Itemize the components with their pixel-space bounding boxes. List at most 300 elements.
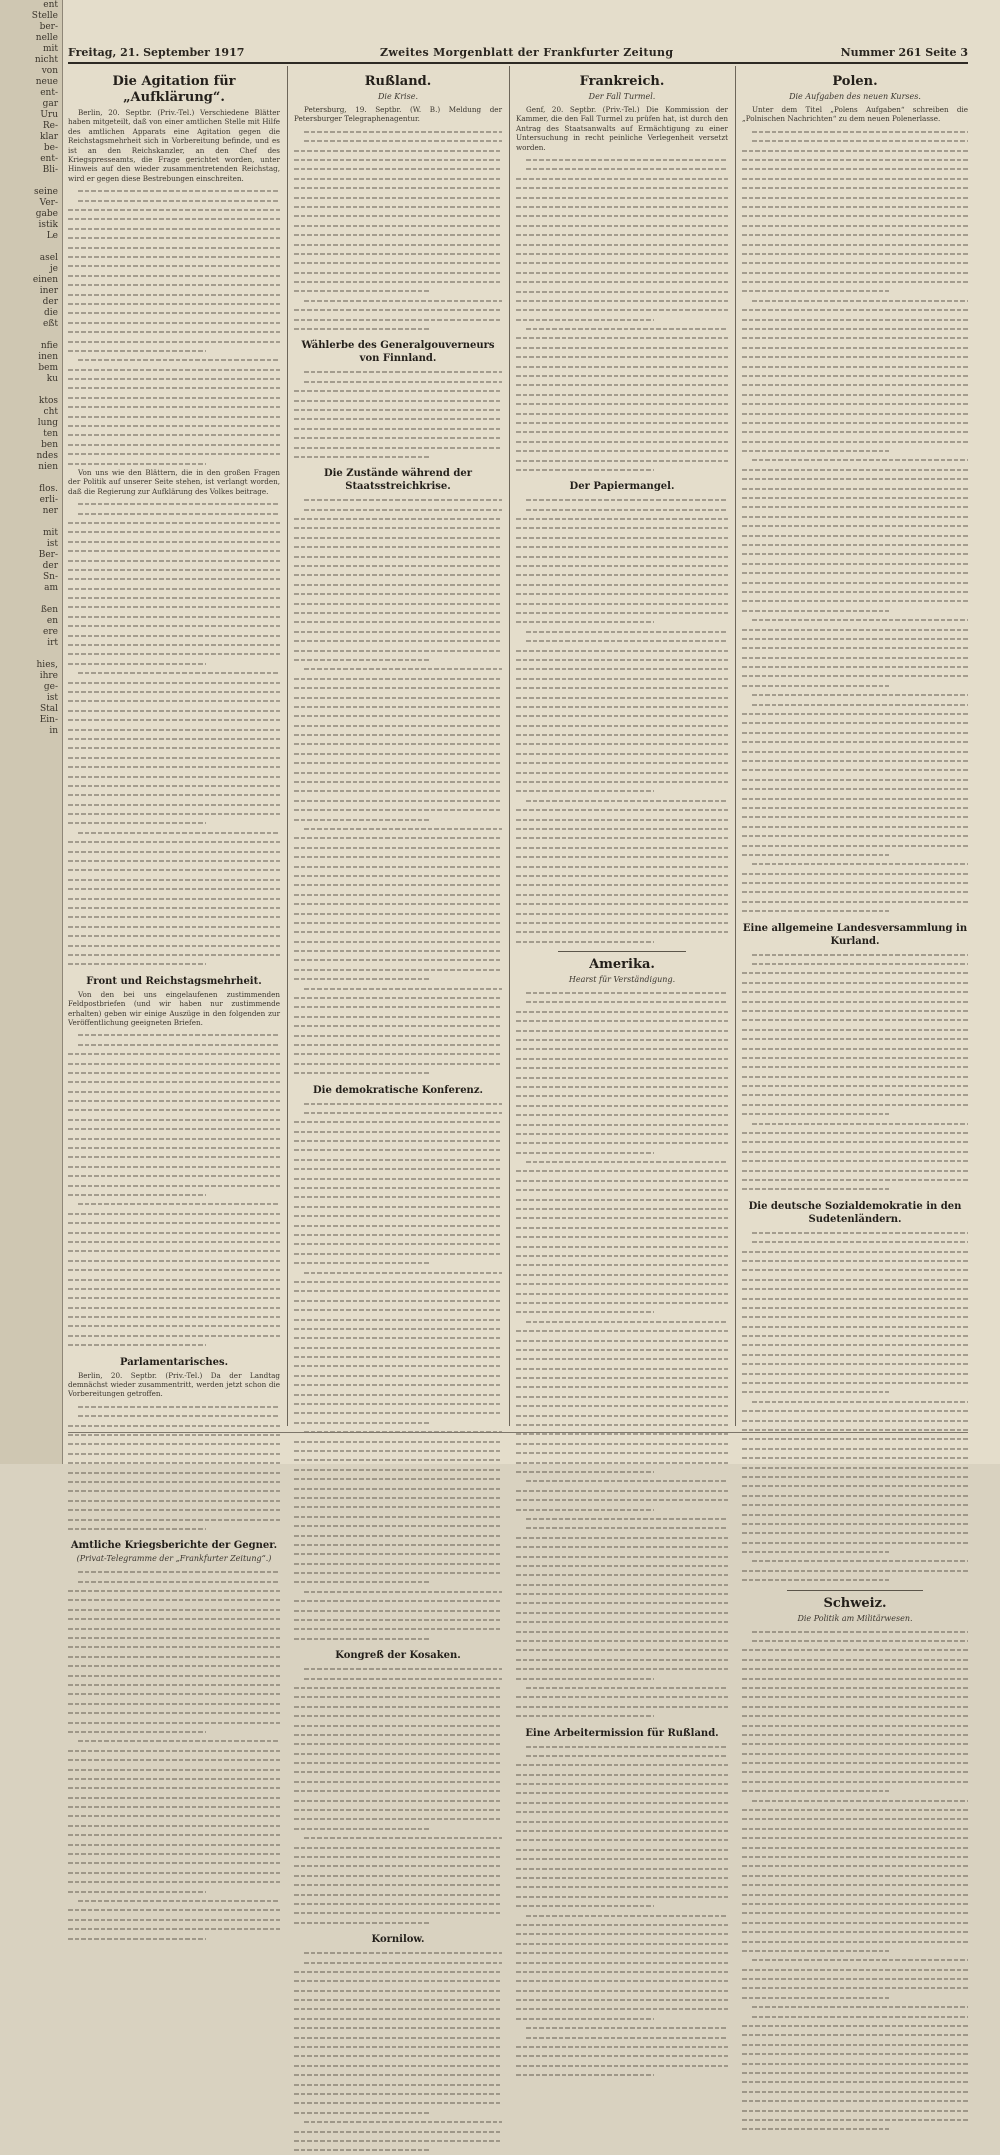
- text-line: [294, 890, 502, 899]
- text-line: [294, 1721, 502, 1730]
- text-line: [742, 136, 968, 145]
- illegible-text-block: [742, 690, 968, 915]
- text-line: [294, 1286, 502, 1295]
- text-line: [742, 549, 968, 558]
- bottom-rule: [68, 1432, 968, 1433]
- text-line: [294, 1249, 502, 1258]
- text-line: [294, 1333, 502, 1342]
- text-line: [294, 843, 502, 852]
- text-line: [742, 1128, 968, 1137]
- text-line: [742, 653, 968, 662]
- text-line: [516, 824, 728, 833]
- illegible-text-block: [294, 1948, 502, 2155]
- spine-fragment: gabe: [35, 209, 58, 219]
- spine-fragment: Stelle: [31, 11, 58, 21]
- text-line: [742, 1303, 968, 1312]
- text-line: [516, 296, 728, 305]
- text-line: [742, 2087, 968, 2096]
- text-line: [294, 523, 502, 532]
- spine-fragment: hies,: [36, 660, 58, 670]
- text-line: [294, 1021, 502, 1030]
- text-line: [742, 1730, 968, 1739]
- text-line: [68, 1736, 280, 1745]
- text-line: [516, 1429, 728, 1438]
- text-line: [68, 894, 280, 903]
- text-line: [516, 183, 728, 192]
- text-line: [294, 164, 502, 173]
- column-3: [516, 70, 728, 1739]
- text-line: [742, 803, 968, 812]
- text-line: [68, 1171, 280, 1180]
- text-line: [68, 1755, 280, 1764]
- text-line: [742, 728, 968, 737]
- text-line: [742, 859, 968, 868]
- text-line: [294, 1730, 502, 1739]
- text-line: [516, 871, 728, 880]
- text-line: [68, 1049, 280, 1058]
- text-line: [294, 396, 502, 405]
- text-line: [68, 959, 280, 968]
- text-line: [516, 505, 728, 514]
- column-divider: [287, 66, 288, 1426]
- text-line: [68, 1783, 280, 1792]
- text-line: [742, 756, 968, 765]
- text-line: [294, 1465, 502, 1474]
- text-line: [516, 1035, 728, 1044]
- illegible-text-block: [294, 1664, 502, 1927]
- text-line: [516, 1645, 728, 1654]
- text-line: [516, 399, 728, 408]
- text-line: [294, 702, 502, 711]
- text-line: [516, 1533, 728, 1542]
- text-line: [68, 518, 280, 527]
- spine-fragment: ben: [41, 440, 58, 450]
- text-line: [742, 2040, 968, 2049]
- text-line: [516, 324, 728, 333]
- text-line: [516, 815, 728, 824]
- text-line: [742, 1481, 968, 1490]
- text-line: [68, 1708, 280, 1717]
- spine-fragment: ihre: [39, 671, 58, 681]
- text-line: [68, 1577, 280, 1586]
- text-line: [742, 831, 968, 840]
- text-line: [742, 531, 968, 540]
- text-line: [68, 1421, 280, 1430]
- text-line: [742, 1711, 968, 1720]
- text-line: [742, 333, 968, 342]
- text-line: [294, 1767, 502, 1776]
- text-line: [68, 537, 280, 546]
- text-line: [516, 1138, 728, 1147]
- text-line: [742, 164, 968, 173]
- text-line: [68, 856, 280, 865]
- text-line: [68, 1905, 280, 1914]
- text-line: [294, 617, 502, 626]
- text-line: [294, 1049, 502, 1058]
- spine-fragment: Ver-: [39, 198, 58, 208]
- text-line: [516, 249, 728, 258]
- text-line: [294, 1512, 502, 1521]
- text-line: [68, 1284, 280, 1293]
- text-line: [516, 533, 728, 542]
- spine-fragment: die: [44, 308, 58, 318]
- text-line: [742, 1331, 968, 1340]
- text-line: [68, 865, 280, 874]
- text-line: [68, 1605, 280, 1614]
- text-line: [294, 2108, 502, 2117]
- text-line: [294, 1674, 502, 1683]
- text-line: [516, 1692, 728, 1701]
- text-line: [742, 1340, 968, 1349]
- text-line: [294, 1012, 502, 1021]
- text-line: [68, 1312, 280, 1321]
- spine-fragment: [0, 176, 62, 187]
- text-line: [516, 1976, 728, 1985]
- text-line: [294, 561, 502, 570]
- text-line: [516, 786, 728, 795]
- text-line: [294, 324, 502, 333]
- text-line: [294, 1437, 502, 1446]
- text-line: [68, 1256, 280, 1265]
- text-line: [742, 1406, 968, 1415]
- text-line: [516, 258, 728, 267]
- text-line: [516, 1683, 728, 1692]
- text-line: [742, 455, 968, 464]
- text-line: [516, 2070, 728, 2079]
- illegible-text-block: [68, 186, 280, 468]
- illegible-text-block: [68, 499, 280, 969]
- text-line: [68, 402, 280, 411]
- article-paragraph: Genf, 20. Septbr. (Priv.-Tel.) Die Kommission der Kammer, die den Fall Turmel zu prüfen hat, ist durch den Antrag des Staatsanwalts auf Ermächtigung zu einer Untersuchung in recht peinliche Verlegenheit versetzt worden.: [516, 105, 728, 152]
- text-line: [294, 2051, 502, 2060]
- text-line: [516, 1854, 728, 1863]
- text-line: [294, 2089, 502, 2098]
- text-line: [742, 1444, 968, 1453]
- text-line: [742, 1463, 968, 1472]
- illegible-text-block: [294, 367, 502, 461]
- text-line: [742, 1749, 968, 1758]
- spine-fragment: ku: [46, 374, 58, 384]
- text-line: [294, 136, 502, 145]
- text-line: [742, 822, 968, 831]
- text-line: [68, 1458, 280, 1467]
- text-line: [294, 749, 502, 758]
- spine-fragment: en: [46, 616, 58, 626]
- text-line: [68, 290, 280, 299]
- text-line: [742, 987, 968, 996]
- text-line: [516, 409, 728, 418]
- text-line: [68, 847, 280, 856]
- spine-fragment: Bli-: [42, 165, 58, 175]
- text-line: [68, 734, 280, 743]
- text-line: [516, 1798, 728, 1807]
- article-kicker: Hearst für Verständigung.: [568, 975, 676, 985]
- text-line: [742, 202, 968, 211]
- text-line: [516, 1929, 728, 1938]
- text-line: [68, 1727, 280, 1736]
- text-line: [742, 2021, 968, 2030]
- text-line: [742, 1053, 968, 1062]
- text-line: [294, 683, 502, 692]
- text-line: [742, 1147, 968, 1156]
- article-kicker: (Privat-Telegramme der „Frankfurter Zeitung“.): [76, 1554, 272, 1564]
- text-line: [68, 715, 280, 724]
- text-line: [516, 446, 728, 455]
- text-line: [516, 2051, 728, 2060]
- text-line: [294, 315, 502, 324]
- spine-fragment: am: [44, 583, 58, 593]
- text-line: [294, 1540, 502, 1549]
- text-line: [742, 700, 968, 709]
- text-line: [68, 1059, 280, 1068]
- text-line: [68, 1811, 280, 1820]
- text-line: [68, 546, 280, 555]
- text-line: [68, 828, 280, 837]
- spine-fragment: erli-: [39, 495, 58, 505]
- text-line: [516, 333, 728, 342]
- spine-fragment: asel: [39, 253, 58, 263]
- text-line: [516, 1091, 728, 1100]
- text-line: [742, 1575, 968, 1584]
- text-line: [516, 1439, 728, 1448]
- text-line: [294, 1343, 502, 1352]
- text-line: [742, 484, 968, 493]
- text-line: [68, 261, 280, 270]
- text-line: [68, 205, 280, 214]
- text-line: [68, 1802, 280, 1811]
- text-line: [516, 174, 728, 183]
- text-line: [68, 941, 280, 950]
- text-line: [68, 668, 280, 677]
- text-line: [516, 1044, 728, 1053]
- text-line: [742, 2059, 968, 2068]
- text-line: [516, 1845, 728, 1854]
- spine-fragment: [0, 473, 62, 484]
- spine-fragment: Uru: [40, 110, 58, 120]
- text-line: [742, 2106, 968, 2115]
- text-line: [68, 1496, 280, 1505]
- text-line: [742, 249, 968, 258]
- spine-fragment: einen: [32, 275, 58, 285]
- text-line: [68, 499, 280, 508]
- text-line: [294, 1418, 502, 1427]
- text-line: [516, 1892, 728, 1901]
- text-line: [516, 1995, 728, 2004]
- text-line: [516, 211, 728, 220]
- text-line: [742, 568, 968, 577]
- article-headline: Polen.: [832, 74, 878, 89]
- text-line: [294, 1908, 502, 1917]
- text-line: [68, 565, 280, 574]
- column-2: [294, 70, 502, 1946]
- text-line: [294, 1502, 502, 1511]
- text-line: [294, 824, 502, 833]
- text-line: [68, 1411, 280, 1420]
- text-line: [742, 324, 968, 333]
- text-line: [742, 390, 968, 399]
- text-line: [516, 164, 728, 173]
- text-line: [742, 1538, 968, 1547]
- text-line: [742, 1871, 968, 1880]
- spine-fragment: bem: [38, 363, 58, 373]
- text-line: [68, 308, 280, 317]
- text-line: [742, 1824, 968, 1833]
- text-line: [742, 446, 968, 455]
- text-line: [516, 1751, 728, 1760]
- text-line: [294, 286, 502, 295]
- text-line: [294, 1305, 502, 1314]
- spine-fragment: ktos: [38, 396, 58, 406]
- text-line: [516, 1523, 728, 1532]
- text-line: [294, 1258, 502, 1267]
- text-line: [68, 1228, 280, 1237]
- text-line: [742, 268, 968, 277]
- text-line: [68, 1303, 280, 1312]
- text-line: [516, 1232, 728, 1241]
- text-line: [516, 1986, 728, 1995]
- text-line: [742, 1519, 968, 1528]
- text-line: [742, 1786, 968, 1795]
- text-line: [742, 968, 968, 977]
- text-line: [516, 646, 728, 655]
- text-line: [68, 1765, 280, 1774]
- column-divider: [509, 66, 510, 1426]
- text-line: [68, 1515, 280, 1524]
- text-line: [294, 405, 502, 414]
- text-line: [294, 2145, 502, 2154]
- text-line: [742, 978, 968, 987]
- header-date: Freitag, 21. September 1917: [68, 46, 245, 59]
- text-line: [516, 1617, 728, 1626]
- text-line: [742, 690, 968, 699]
- text-line: [294, 852, 502, 861]
- text-line: [294, 1164, 502, 1173]
- text-line: [516, 2004, 728, 2013]
- text-line: [742, 1184, 968, 1193]
- text-line: [516, 155, 728, 164]
- text-line: [68, 1671, 280, 1680]
- text-line: [516, 1467, 728, 1476]
- text-line: [68, 1105, 280, 1114]
- illegible-text-block: [294, 127, 502, 334]
- spine-fragment: [0, 649, 62, 660]
- text-line: [516, 937, 728, 946]
- spine-fragment: ist: [46, 693, 58, 703]
- text-line: [294, 2014, 502, 2023]
- text-line: [516, 1242, 728, 1251]
- text-line: [516, 683, 728, 692]
- text-line: [516, 1495, 728, 1504]
- text-line: [68, 214, 280, 223]
- text-line: [742, 1547, 968, 1556]
- text-line: [516, 1817, 728, 1826]
- text-line: [294, 1296, 502, 1305]
- text-line: [742, 559, 968, 568]
- text-line: [742, 1434, 968, 1443]
- text-line: [742, 1453, 968, 1462]
- text-line: [68, 1689, 280, 1698]
- text-line: [516, 617, 728, 626]
- text-line: [294, 721, 502, 730]
- text-line: [294, 2136, 502, 2145]
- text-line: [294, 1615, 502, 1624]
- article-paragraph: Berlin, 20. Septbr. (Priv.-Tel.) Verschiedene Blätter haben mitgeteilt, daß von einer amtlichen Stelle mit Hilfe des amtlichen Apparats eine Agitation gegen die Reichstagsmehrheit sich in Vorbereitung befinde, und es ist an den Reichskanzler, an den Chef des Kriegspresseamts, die Frage gerichtet worden, unter Hinweis auf den wieder zusammentretenden Reichstag, wird er gegen diese Bestrebungen einschreiten.: [68, 108, 280, 183]
- text-line: [68, 903, 280, 912]
- spine-fragment: gar: [42, 99, 58, 109]
- spine-fragment: der: [42, 297, 58, 307]
- spine-fragment: Le: [46, 231, 58, 241]
- text-line: [68, 1595, 280, 1604]
- text-line: [516, 768, 728, 777]
- text-line: [68, 1830, 280, 1839]
- text-line: [516, 1967, 728, 1976]
- text-line: [516, 636, 728, 645]
- text-line: [742, 1937, 968, 1946]
- spine-fragment: mit: [42, 44, 58, 54]
- text-line: [742, 1350, 968, 1359]
- text-line: [742, 1387, 968, 1396]
- text-line: [742, 183, 968, 192]
- text-line: [294, 599, 502, 608]
- text-line: [742, 1312, 968, 1321]
- text-line: [516, 2042, 728, 2051]
- text-line: [516, 1711, 728, 1720]
- text-line: [294, 240, 502, 249]
- text-line: [516, 1779, 728, 1788]
- text-line: [294, 1711, 502, 1720]
- text-line: [516, 749, 728, 758]
- text-line: [68, 1068, 280, 1077]
- spine-fragment: [0, 594, 62, 605]
- text-line: [294, 1174, 502, 1183]
- text-line: [516, 1664, 728, 1673]
- article-kicker: Die Aufgaben des neuen Kurses.: [789, 92, 921, 101]
- text-line: [742, 277, 968, 286]
- text-line: [742, 1284, 968, 1293]
- text-line: [294, 296, 502, 305]
- text-line: [294, 777, 502, 786]
- text-line: [294, 1880, 502, 1889]
- spine-fragment: Sn-: [42, 572, 58, 582]
- text-line: [516, 465, 728, 474]
- text-line: [742, 959, 968, 968]
- text-line: [68, 449, 280, 458]
- text-line: [742, 1137, 968, 1146]
- text-line: [742, 1965, 968, 1974]
- text-line: [294, 946, 502, 955]
- text-line: [294, 1352, 502, 1361]
- spine-fragment: neue: [35, 77, 58, 87]
- text-line: [294, 1749, 502, 1758]
- text-line: [516, 1026, 728, 1035]
- text-line: [516, 456, 728, 465]
- text-line: [68, 421, 280, 430]
- text-line: [516, 1176, 728, 1185]
- text-line: [294, 1577, 502, 1586]
- text-line: [742, 418, 968, 427]
- text-line: [516, 1392, 728, 1401]
- text-line: [294, 542, 502, 551]
- text-line: [742, 1556, 968, 1565]
- article-headline: Frankreich.: [579, 74, 665, 89]
- text-line: [294, 965, 502, 974]
- text-line: [742, 1369, 968, 1378]
- text-line: [294, 1059, 502, 1068]
- text-line: [294, 1380, 502, 1389]
- text-line: [742, 2002, 968, 2011]
- text-line: [294, 1948, 502, 1957]
- text-line: [68, 1793, 280, 1802]
